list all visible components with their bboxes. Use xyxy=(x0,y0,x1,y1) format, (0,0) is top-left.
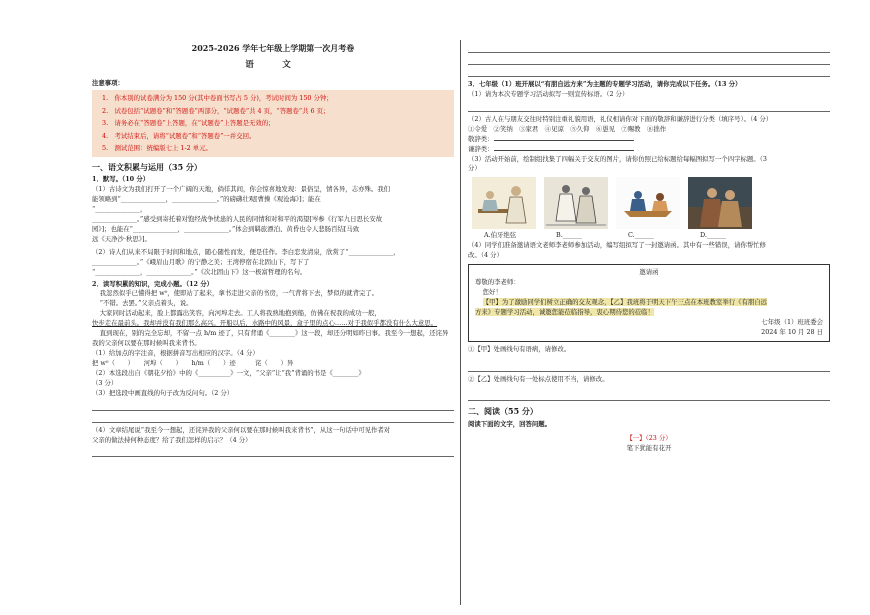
image-b xyxy=(544,177,608,229)
q1-text: （1）古诗文为我们打开了一个广阔的天地，倘徉其间，你会惊喜地发现：景俗呈，情各异，志亦殊。我们 xyxy=(92,185,391,194)
column-divider xyxy=(460,40,461,605)
notice-item: 1. 你本别的试卷满分为 150 分(其中卷面书写占 5 分)，考试时间为 150 分钟； xyxy=(102,94,333,103)
answer-line[interactable] xyxy=(468,392,830,401)
notice-item: 2. 试卷包括“试题卷”和“答题卷”两部分，“试题卷”共 4 页，“答题卷”共 6 页； xyxy=(102,106,330,115)
passage-paragraph: 快步走在最前头。我却并没有我们那么高兴。开船以后，水路中的风景，盒子里的点心……对于我似乎都没有什么大意思。 xyxy=(92,319,438,328)
letter-hello: 您好！ xyxy=(482,287,502,296)
q2-sub: 把 w⁰（ ） 河埠（ ） h/m（ ）迹 诧（ ）异 xyxy=(92,358,294,367)
q1-text: 远《天净沙·秋思》]。 xyxy=(92,234,151,243)
q1-text: “______________，______________。”《次北固山下》这一极富哲理的名句。 xyxy=(92,267,307,276)
answer-line[interactable] xyxy=(92,414,454,423)
caption-c: C.______ xyxy=(628,231,654,240)
caption-b: B.______ xyxy=(556,231,582,240)
answer-line[interactable] xyxy=(468,103,830,112)
caption-d: D.______ xyxy=(700,231,727,240)
q2-sub: （3 分） xyxy=(92,378,118,387)
q2-sub: （2）本选段出自《朝花夕拾》中的《__________》一文，“父亲”让“我”背诵的书是《________》 xyxy=(92,368,365,377)
notice-item: 5. 测试范围：统编版七上 1-2 单元。 xyxy=(102,144,212,153)
reading-title: 笔下犹能有花开 xyxy=(626,443,672,452)
answer-line[interactable] xyxy=(92,402,454,411)
invitation-letter xyxy=(468,264,830,341)
image-d xyxy=(688,177,752,229)
letter-title: 邀请函 xyxy=(639,268,659,277)
q2-sub: 父亲的做法持何种态度？给了我们怎样的启示？（4 分） xyxy=(92,435,252,444)
image-c xyxy=(616,177,680,229)
image-captions xyxy=(484,231,830,241)
notice-item: 4. 考试结束后，请将“试题卷”和“答题卷”一并交回。 xyxy=(102,131,256,140)
section-heading-1: 一、语文积累与运用（35 分） xyxy=(92,161,202,172)
letter-body: 方来》专题学习活动，诚邀您能莅临指导，衷心期待您的莅临！ xyxy=(475,307,654,316)
q3-qianci-label: 谦辞类： xyxy=(468,145,830,155)
q3-4-item: ②【乙】处画线句有一处标点使用不当，请修改。 xyxy=(468,374,609,383)
notice-item: 3. 请务必在“答题卷”上答题，在“试题卷”上答题是无效的； xyxy=(102,119,275,128)
q1-text: “______________， xyxy=(92,205,147,214)
passage-paragraph: 直到现在，别的完全忘却，不留一点 h/m 迹了，只有背诵《________》这一段，却还分明如昨日事。我至今一想起，还诧异我的父亲何以要在那时候叫我来背书。 xyxy=(92,329,449,348)
passage-paragraph: 大家同时活动起来，脸上都露出笑容，向河埠走去。工人将我熟地抱到船，仿佛在祝我的成功一般， xyxy=(99,309,381,318)
q3-sub: （3）活动开始前，绘制组找集了四幅关于交友的图片，请你仿照已给标题给每幅图拟写一个四字标题。（3 xyxy=(468,154,767,163)
q3-sub: （1）请为本次专题学习活动拟写一则宣传标语。（2 分） xyxy=(468,89,629,98)
q1-text: ______________。”《峨眉山月歌》的宁静之美；王湾停宿在北固山下，写下了 xyxy=(92,257,310,266)
left-column xyxy=(92,40,454,460)
right-column xyxy=(468,40,830,454)
letter-date: 2024 年 10 月 28 日 xyxy=(761,327,823,336)
answer-line[interactable] xyxy=(92,448,454,457)
reading-instruction: 阅读下面的文字，回答问题。 xyxy=(468,419,552,428)
answer-line[interactable] xyxy=(468,56,830,65)
answer-line[interactable] xyxy=(468,44,830,53)
reading-part-label: 【一】（23 分） xyxy=(626,433,672,442)
q3-options: ①令爱 ②笑纳 ③家君 ④见谅 ⑤久仰 ⑥愚见 ⑦赐教 ⑧拙作 xyxy=(468,124,667,133)
q3-sub: （2）古人在与朋友交往时特别注重礼貌用语，礼仪相请你对下面的敬辞和谦辞进行分类（填序号）。（4 分） xyxy=(468,114,773,123)
q3-jingci-label: 敬辞类： xyxy=(468,135,830,145)
friendship-images xyxy=(472,177,830,229)
q3-4-item: ①【甲】处画线句有语病，请修改。 xyxy=(468,344,571,353)
caption-a: A.伯牙绝弦 xyxy=(484,231,517,240)
notice-box xyxy=(92,90,454,156)
letter-greeting: 尊敬的李老师： xyxy=(475,278,520,287)
q2-sub: （3）把选段中画直线的句子改为反问句。（2 分） xyxy=(92,388,234,397)
q3-sub: （4）同学们准备邀请语文老师李老师参加活动，编写组拟写了一封邀请函。其中有一些错误，请你帮忙修 xyxy=(468,241,767,250)
exam-subject: 语 文 xyxy=(245,60,301,71)
letter-signature: 七年级（1）班班委会 xyxy=(761,317,823,326)
question-2-heading: 2．读写积累的知识，完成小题。（12 分） xyxy=(92,279,214,288)
passage-paragraph: “不错。去罢。”父亲点着头，说。 xyxy=(99,299,193,308)
passage-paragraph: 我忽然似乎已懂得把 w⁰，使即站了起来，拿书走进父亲的书房，一气背将下去，梦似的就背完了。 xyxy=(99,289,379,298)
q2-sub: （1）给加点的字注音，根据拼音写出相应的汉字。（4 分） xyxy=(92,348,259,357)
notice-heading: 注意事项： xyxy=(92,78,124,87)
exam-title: 2025-2026 学年七年级上学期第一次月考卷 xyxy=(191,43,355,53)
q1-text: 园》]；也能在“______________，______________。”体会到羁旅漂泊、黄昏也令人悲肠百结[马致 xyxy=(92,224,360,233)
q3-sub: 分） xyxy=(468,164,481,173)
question-3-heading: 3．七年级（1）班开展以“有朋自远方来”为主题的专题学习活动，请你完成以下任务。（13 分） xyxy=(468,80,742,88)
answer-line[interactable] xyxy=(468,363,830,372)
q1-text: ______________。”感受到寄托着对饱经战争忧患的人民的同情和对和平的渴望[岑参《行军九日思长安故 xyxy=(92,214,383,223)
q2-sub: （4）文章结尾说“我至今一想起，还诧异我的父亲何以要在那时候叫我来背书”，从这一句话中可见作者对 xyxy=(92,425,391,434)
letter-body: 【甲】为了激励同学们树立正确的交友观念，【乙】我班将于明天下午三点在本班教室举行《有朋自远 xyxy=(482,297,768,306)
q1-text: 能领略到“______________，______________。”的磅礴壮观[曹操《观沧海》]；能在 xyxy=(92,195,321,204)
answer-line[interactable] xyxy=(468,68,830,77)
q3-sub: 改。（4 分） xyxy=(468,251,503,260)
section-heading-2: 二、阅读（55 分） xyxy=(468,406,538,417)
image-a-boya xyxy=(472,177,536,229)
q1-text: （2）诗人们从来不局限于时间和地点，随心随性而发，便是佳作。李白恋发清泉，欣赏了“______________， xyxy=(92,247,400,256)
question-1-heading: 1．默写。（10 分） xyxy=(92,175,150,184)
